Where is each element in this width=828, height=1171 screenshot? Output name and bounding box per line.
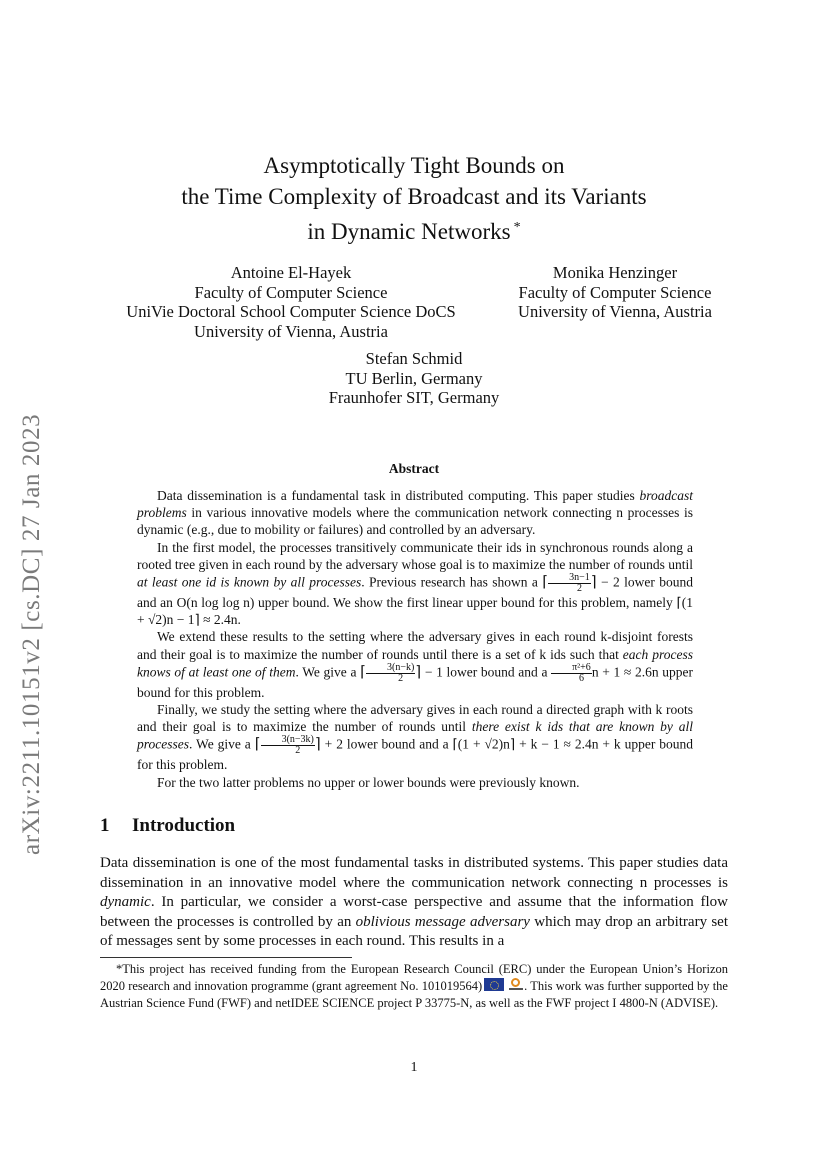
fraction-denominator: 2 (295, 745, 301, 757)
abstract-p3-text-e: n + 1 ≈ 2.6n upper bound for this problem. (137, 664, 694, 700)
abstract-paragraph-2 (137, 539, 693, 629)
author-1-affiliation-1: Faculty of Computer Science (194, 282, 388, 302)
abstract-p4-text-a: Finally, we study the setting where the adversary gives in each round a directed graph with k roots and their goal is to maximize the number of rounds until (137, 702, 693, 735)
intro-text-a: Data dissemination is one of the most fundamental tasks in distributed systems. This paper studies data dissemination in an innovative model where the communication network connecting n processes is (100, 855, 728, 891)
abstract-p1-text-a: Data dissemination is a fundamental task in distributed computing. This paper studies (157, 488, 640, 503)
ceil-close: ⌉ (314, 737, 321, 754)
abstract-p2-text-d: − 2 lower bound and an O(n log log n) upper bound. We show the first linear upper bound for this problem, namely ⌈(1 + √2)n − 1⌉ ≈ 2.4n. (137, 574, 694, 628)
abstract-paragraph-5: For the two latter problems no upper or lower bounds were previously known. (157, 774, 580, 790)
intro-text-e: which may drop an arbitrary set of messages sent by some processes in each round. This results in a (100, 913, 728, 949)
intro-emphasis-adversary: oblivious message adversary (355, 913, 530, 930)
ceil-open: ⌈ (254, 737, 261, 754)
footnote-divider (100, 957, 352, 958)
eu-flag-icon (484, 978, 504, 991)
author-3-name: Stefan Schmid (365, 349, 463, 368)
fraction-numerator: 3(n−3k) (261, 735, 315, 746)
title-line-3 (100, 212, 728, 247)
footnote-text-b: . This work was further supported by the Austrian Science Fund (FWF) and netIDEE SCIENCE project P 33775-N, as well as the FWF project I 4800-N (ADVISE). (100, 979, 728, 1010)
ceil-open: ⌈ (542, 574, 549, 591)
title-line-3-text: in Dynamic Networks (307, 219, 511, 244)
abstract-paragraph-3 (137, 628, 693, 701)
author-2-affiliation-2: University of Vienna, Austria (518, 302, 712, 321)
abstract-p2-text-a: In the first model, the processes transitively communicate their ids in synchronous rounds along a rooted tree given in each round by the adversary whose goal is to maximize the number of rounds until (137, 539, 693, 572)
author-2-affiliation-1: Faculty of Computer Science (518, 282, 712, 302)
fraction-denominator: 2 (576, 583, 582, 595)
fraction-numerator: 3(n−k) (366, 663, 415, 674)
erc-logo-icon (508, 978, 524, 991)
author-3 (300, 349, 528, 408)
abstract-p1-emphasis: broadcast problems (137, 488, 693, 521)
fraction-denominator: 2 (398, 672, 404, 684)
ceil-close: ⌉ (590, 574, 597, 591)
abstract-p2-text-c: . Previous research has shown a (361, 574, 543, 590)
section-heading-introduction (100, 815, 235, 837)
abstract-body (137, 487, 693, 791)
footnote-text-a: *This project has received funding from the European Research Council (ERC) under the European Union’s Horizon 2020 research and innovation programme (grant agreement No. 101019564) (100, 962, 728, 993)
intro-text-c: . In particular, we consider a worst-case perspective and assume that the information flow between the processes is controlled by an (100, 894, 728, 930)
author-3-affiliation-2: Fraunhofer SIT, Germany (328, 388, 500, 407)
introduction-paragraph (100, 854, 728, 952)
abstract-p3-text-d: − 1 lower bound and a (421, 664, 552, 680)
fraction-denominator: 6 (578, 672, 584, 684)
paper-title (100, 150, 728, 247)
abstract-p2-fraction (548, 573, 591, 594)
author-2 (495, 263, 735, 322)
fraction-numerator: π²+6 (551, 663, 592, 674)
abstract-p4-emphasis: there exist k ids that are known by all processes (137, 719, 693, 753)
abstract-heading: Abstract (388, 461, 440, 476)
author-1-name: Antoine El-Hayek (230, 263, 352, 282)
title-line-2: the Time Complexity of Broadcast and its Variants (181, 184, 647, 209)
abstract-p3-emphasis: each process knows of at least one of them (137, 646, 693, 680)
author-1 (116, 263, 466, 341)
abstract-p2-emphasis: at least one id is known by all processes (137, 574, 362, 590)
abstract-p3-fraction (366, 663, 415, 684)
abstract-p4-text-d: + 2 lower bound and a ⌈(1 + √2)n⌉ + k − 1 ≈ 2.4n + k upper bound for this problem. (137, 737, 693, 773)
page-number: 1 (410, 1060, 418, 1075)
abstract-p4-text-c: . We give a (189, 737, 255, 753)
fraction-numerator: 3n−1 (548, 573, 591, 584)
abstract-p3-text-c: . We give a (295, 664, 361, 680)
section-title: Introduction (132, 815, 236, 836)
abstract-p3-text-a: We extend these results to the setting where the adversary gives in each round k-disjoint forests and their goal is to maximize the number of rounds until there is a set of k ids such that (137, 629, 693, 662)
ceil-open: ⌈ (360, 664, 366, 681)
abstract-p3-fraction-2 (551, 663, 592, 684)
section-number: 1 (100, 815, 110, 836)
author-1-affiliation-3: University of Vienna, Austria (194, 321, 388, 341)
footnote (100, 961, 728, 1012)
title-line-1: Asymptotically Tight Bounds on (263, 153, 565, 178)
author-2-name: Monika Henzinger (552, 263, 678, 282)
abstract-p1-text-c: in various innovative models where the communication network connecting n processes is dynamic (e.g., due to mobility or failures) and controlled by an adversary. (137, 505, 693, 538)
abstract-p4-fraction (261, 735, 315, 756)
abstract-paragraph-1 (137, 487, 693, 539)
arxiv-identifier-stamp: arXiv:2211.10151v2 [cs.DC] 27 Jan 2023 (18, 413, 45, 855)
abstract-paragraph-4 (137, 701, 693, 774)
ceil-close: ⌉ (415, 664, 422, 681)
intro-emphasis-dynamic: dynamic (100, 894, 151, 910)
author-3-affiliation-1: TU Berlin, Germany (345, 368, 483, 388)
title-footnote-mark: * (513, 220, 521, 235)
author-1-affiliation-2: UniVie Doctoral School Computer Science DoCS (126, 302, 456, 321)
